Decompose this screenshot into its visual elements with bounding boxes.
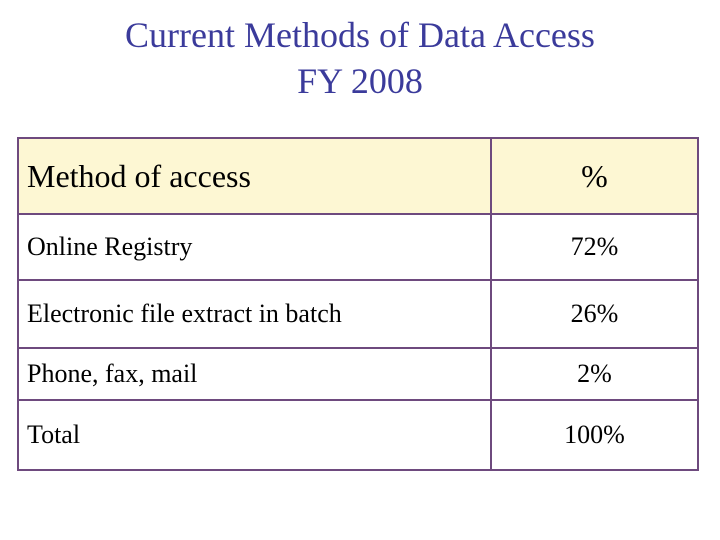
column-header-method: Method of access xyxy=(18,138,491,214)
table-row xyxy=(18,280,698,348)
method-cell: Electronic file extract in batch xyxy=(18,280,491,348)
table-row xyxy=(18,348,698,400)
method-cell: Phone, fax, mail xyxy=(18,348,491,400)
method-cell-total: Total xyxy=(18,400,491,470)
slide-title xyxy=(0,12,720,104)
data-access-table xyxy=(17,137,699,471)
table-header-row xyxy=(18,138,698,214)
method-cell: Online Registry xyxy=(18,214,491,280)
column-header-percent: % xyxy=(491,138,698,214)
table-row-total xyxy=(18,400,698,470)
percent-cell: 26% xyxy=(491,280,698,348)
percent-cell-total: 100% xyxy=(491,400,698,470)
percent-cell: 72% xyxy=(491,214,698,280)
slide-title-line-1: Current Methods of Data Access xyxy=(125,15,595,55)
percent-cell: 2% xyxy=(491,348,698,400)
slide-title-line-2: FY 2008 xyxy=(297,61,423,101)
table-row xyxy=(18,214,698,280)
